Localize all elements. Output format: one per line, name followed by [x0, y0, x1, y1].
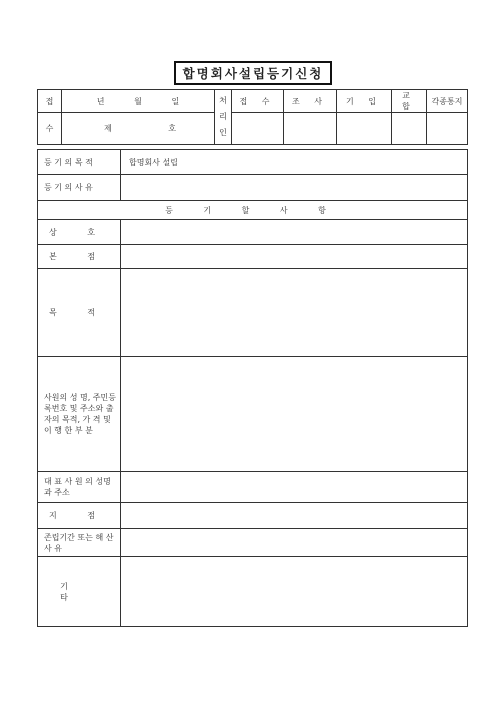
- row-label-purpose: 목 적: [38, 269, 121, 357]
- row-label-duration: 존립기간 또는 해 산 사 유: [38, 529, 121, 557]
- col-header-review: 조 사: [284, 90, 337, 113]
- row-value-other[interactable]: [121, 557, 468, 627]
- row-label-trade-name: 상 호: [38, 220, 121, 245]
- stamp-notice[interactable]: [427, 113, 468, 145]
- row-label-branch: 지 점: [38, 503, 121, 529]
- month-label: 월: [134, 96, 142, 106]
- row-label-members: 사원의 성 명, 주민등록번호 및 주소와 출자의 목적, 가 격 및 이 행 한 부 분: [38, 357, 121, 472]
- stamp-entry[interactable]: [337, 113, 392, 145]
- row-value-trade-name[interactable]: [121, 220, 468, 245]
- form-title: 합명회사설립등기신청: [174, 61, 332, 85]
- purpose-value[interactable]: 합명회사 설립: [121, 150, 468, 175]
- registration-form-table: [37, 149, 468, 627]
- col-header-receipt: 접 수: [232, 90, 284, 113]
- cause-label: 등 기 의 사 유: [38, 175, 121, 201]
- col-header-notice: 각종통지: [427, 90, 468, 113]
- row-value-representative[interactable]: [121, 472, 468, 503]
- receipt-table: [37, 89, 468, 145]
- row-value-duration[interactable]: [121, 529, 468, 557]
- row-label-representative: 대 표 사 원 의 성명 과 주소: [38, 472, 121, 503]
- number-prefix: 제: [104, 124, 112, 133]
- col-header-check: 교 합: [392, 90, 427, 113]
- row-label-other: 기 타: [38, 557, 121, 627]
- stamp-receipt[interactable]: [232, 113, 284, 145]
- row-value-purpose[interactable]: [121, 269, 468, 357]
- year-label: 년: [96, 96, 105, 106]
- receipt-date-cell: [62, 90, 215, 113]
- stamp-check[interactable]: [392, 113, 427, 145]
- receipt-number-cell: [62, 113, 215, 145]
- row-label-head-office: 본 점: [38, 245, 121, 269]
- receipt-su-label: 수: [38, 113, 62, 145]
- stamp-review[interactable]: [284, 113, 337, 145]
- cause-value[interactable]: [121, 175, 468, 201]
- day-label: 일: [171, 96, 180, 106]
- col-header-entry: 기 입: [337, 90, 392, 113]
- processor-label: 처 리 인: [215, 90, 232, 145]
- purpose-label: 등 기 의 목 적: [38, 150, 121, 175]
- section-header: 등 기 할 사 항: [38, 201, 468, 220]
- receipt-jeop-label: 접: [38, 90, 62, 113]
- row-value-head-office[interactable]: [121, 245, 468, 269]
- row-value-members[interactable]: [121, 357, 468, 472]
- row-value-branch[interactable]: [121, 503, 468, 529]
- number-suffix: 호: [168, 124, 176, 133]
